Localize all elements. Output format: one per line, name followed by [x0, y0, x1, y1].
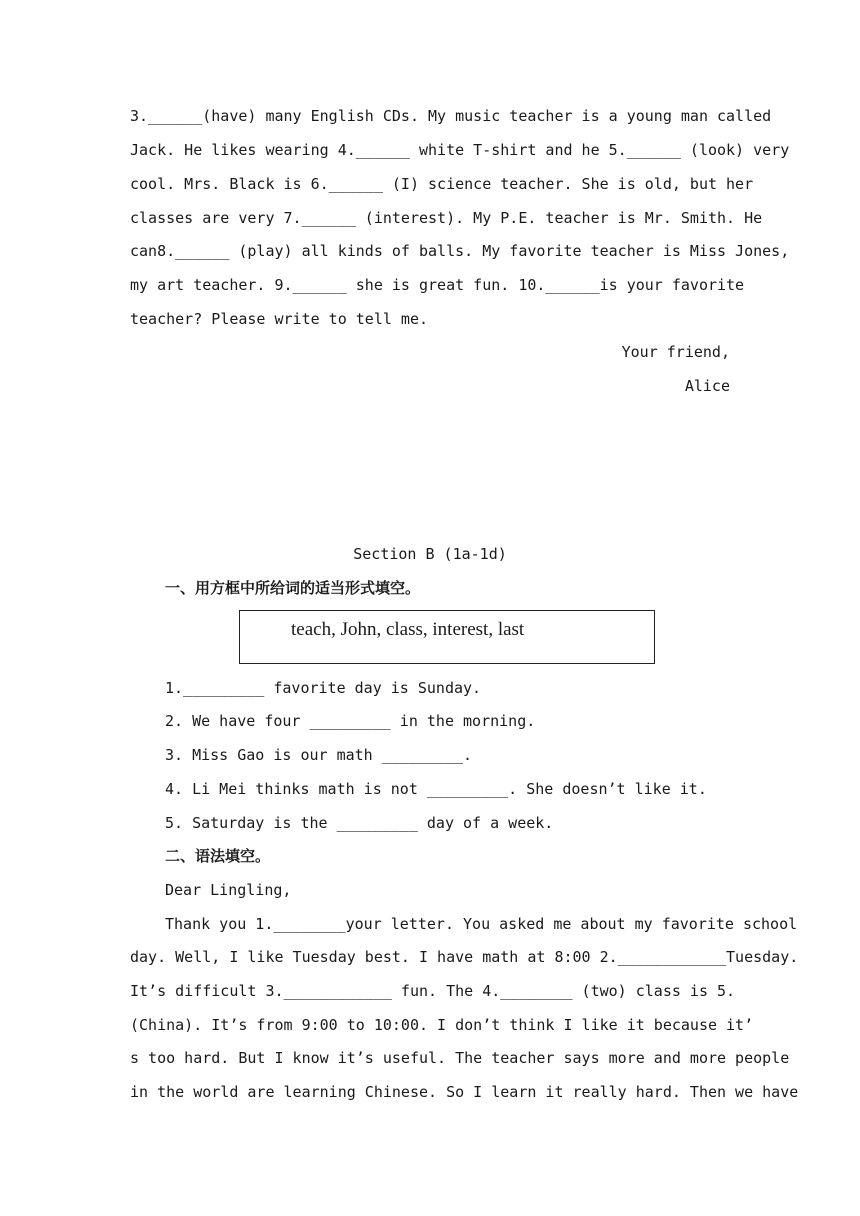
part2-greeting: Dear Lingling, — [165, 881, 292, 899]
letter1-line-2: Jack. He likes wearing 4.______ white T-shirt and he 5.______ (look) very — [130, 141, 790, 159]
letter1-line-4: classes are very 7.______ (interest). My P.E. teacher is Mr. Smith. He — [130, 209, 763, 227]
part2-line-1: Thank you 1.________your letter. You asked me about my favorite school — [165, 915, 798, 933]
part2-line-5: s too hard. But I know it’s useful. The teacher says more and more people — [130, 1049, 790, 1067]
part1-item-3: 3. Miss Gao is our math _________. — [165, 746, 473, 764]
word-box-text: teach, John, class, interest, last — [291, 619, 525, 640]
part1-heading: 一、用方框中所给词的适当形式填空。 — [165, 579, 421, 597]
part2-line-3: It’s difficult 3.____________ fun. The 4.________ (two) class is 5. — [130, 982, 736, 1000]
part1-item-4: 4. Li Mei thinks math is not _________. She doesn’t like it. — [165, 780, 707, 798]
section-title: Section B (1a-1d) — [353, 545, 507, 563]
letter1-signature: Alice — [684, 377, 730, 395]
letter1-line-3: cool. Mrs. Black is 6.______ (I) science teacher. She is old, but her — [130, 175, 754, 193]
letter1-line-7: teacher? Please write to tell me. — [130, 310, 429, 328]
letter1-line-5: can8.______ (play) all kinds of balls. My favorite teacher is Miss Jones, — [130, 242, 790, 260]
part2-line-6: in the world are learning Chinese. So I learn it really hard. Then we have — [130, 1083, 799, 1101]
part2-heading: 二、语法填空。 — [165, 847, 271, 865]
word-box — [239, 610, 655, 664]
part1-item-2: 2. We have four _________ in the morning. — [165, 712, 536, 730]
letter1-line-6: my art teacher. 9.______ she is great fun. 10.______is your favorite — [130, 276, 745, 294]
part1-item-1: 1._________ favorite day is Sunday. — [165, 679, 482, 697]
part2-line-4: (China). It’s from 9:00 to 10:00. I don’t think I like it because it’ — [130, 1016, 754, 1034]
letter1-closing: Your friend, — [621, 343, 730, 361]
part1-item-5: 5. Saturday is the _________ day of a week. — [165, 814, 554, 832]
part2-line-2: day. Well, I like Tuesday best. I have math at 8:00 2.____________Tuesday. — [130, 948, 799, 966]
letter1-line-1: 3.______(have) many English CDs. My music teacher is a young man called — [130, 107, 772, 125]
